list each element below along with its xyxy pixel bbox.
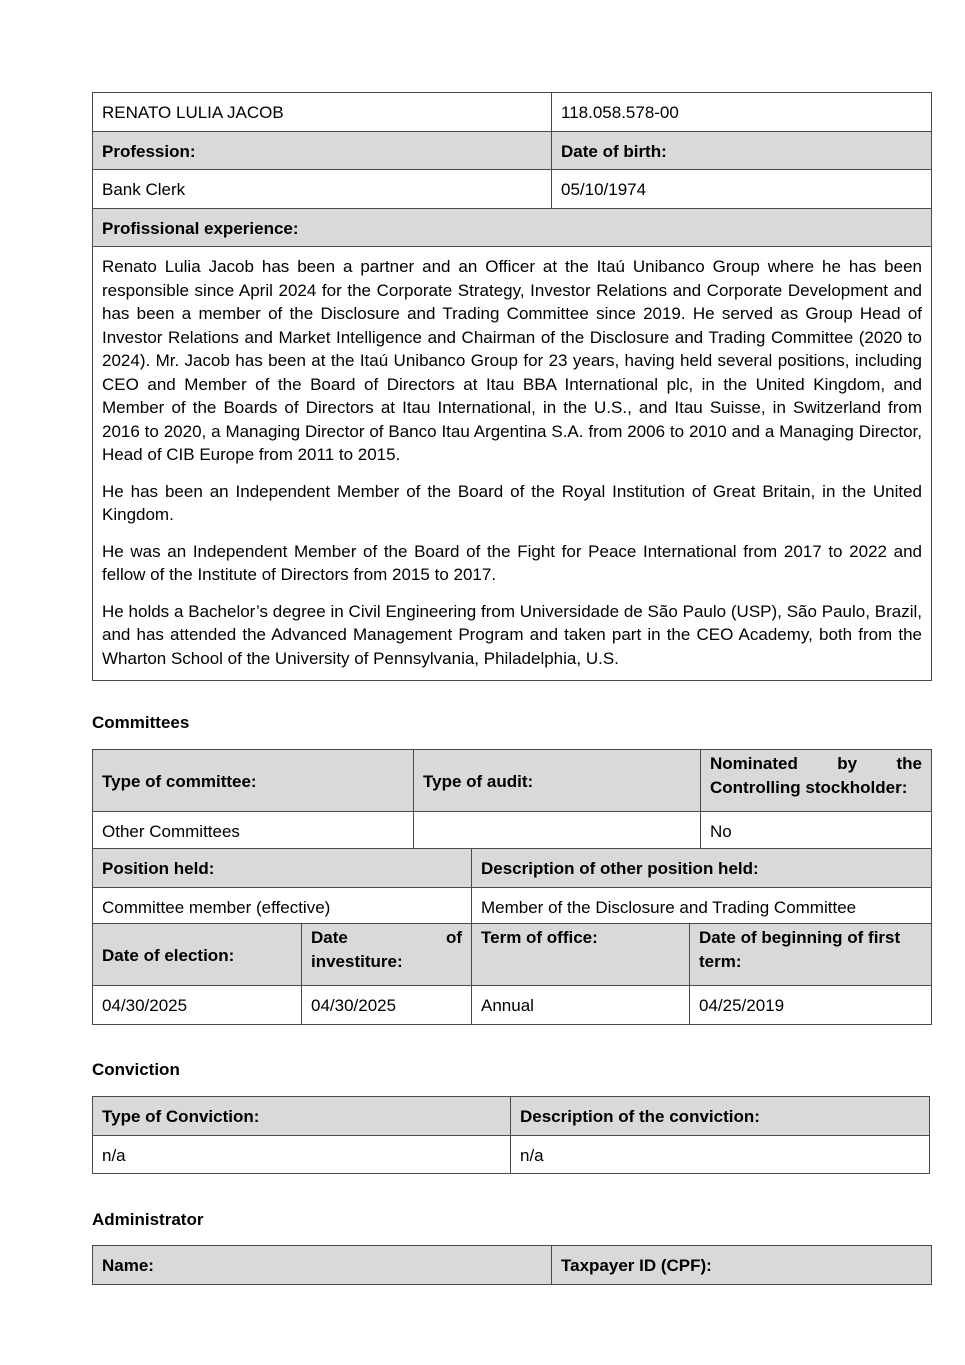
- conviction-type-value: n/a: [93, 1135, 511, 1174]
- investiture-label-word: Date: [311, 928, 348, 947]
- position-value: Committee member (effective): [93, 887, 472, 926]
- person-table: [92, 92, 932, 681]
- committees-table-position: [92, 848, 932, 926]
- profession-value: Bank Clerk: [93, 170, 552, 209]
- investiture-value: 04/30/2025: [302, 986, 472, 1025]
- conviction-table: [92, 1096, 930, 1174]
- committees-table-top: [92, 749, 932, 851]
- investiture-label-word: investiture:: [311, 951, 403, 971]
- experience-paragraph: He was an Independent Member of the Board of the Fight for Peace International from 2017 to 2022 and fellow of the Institute of Directors from 2015 to 2017.: [102, 541, 922, 584]
- dob-value: 05/10/1974: [552, 170, 932, 209]
- administrator-table: [92, 1245, 932, 1285]
- position-label: Position held:: [93, 849, 472, 888]
- profession-label: Profession:: [93, 131, 552, 170]
- committees-title: Committees: [92, 713, 190, 732]
- administrator-cpf-label: Taxpayer ID (CPF):: [552, 1246, 932, 1285]
- first-term-label: Date of beginning of first term:: [690, 924, 932, 986]
- experience-paragraph: Renato Lulia Jacob has been a partner and an Officer at the Itaú Unibanco Group where he has been responsible since April 2024 for the Corporate Strategy, Investor Relations and Corporate Development and has been a member of the Disclosure and Trading Committee since 2019. He served as Group Head of Investor Relations and Market Intelligence and Chairman of the Disclosure and Trading Committee (2020 to 2024). Mr. Jacob has been at the Itaú Unibanco Group for 23 years, having held several positions, including CEO and Member of the Board of Directors at Itau BBA International plc, in the United Kingdom, and Member of the Boards of Directors at Itau International, in the U.S., and Itau Suisse, in Switzerland from 2016 to 2020, a Managing Director of Banco Itau Argentina S.A. from 2006 to 2010 and a Managing Director, Head of CIB Europe from 2011 to 2015.: [102, 257, 922, 464]
- committee-type-label: Type of committee:: [93, 750, 414, 812]
- investiture-label-word: of: [445, 928, 462, 947]
- term-value: Annual: [472, 986, 690, 1025]
- conviction-type-label: Type of Conviction:: [93, 1097, 511, 1136]
- experience-label: Profissional experience:: [93, 208, 932, 247]
- other-position-value: Member of the Disclosure and Trading Committee: [472, 887, 932, 926]
- nominated-label: Nominated by the Controlling stockholder:: [701, 750, 932, 812]
- person-name: RENATO LULIA JACOB: [93, 93, 552, 132]
- first-term-value: 04/25/2019: [690, 986, 932, 1025]
- administrator-title: Administrator: [92, 1210, 204, 1229]
- conviction-description-label: Description of the conviction:: [511, 1097, 930, 1136]
- other-position-label: Description of other position held:: [472, 849, 932, 888]
- experience-paragraph: He holds a Bachelor’s degree in Civil Engineering from Universidade de São Paulo (USP), São Paulo, Brazil, and has attended the Advanced Management Program and taken part in the CEO Academy, both from the Wharton School of the University of Pennsylvania, Philadelphia, U.S.: [102, 601, 922, 668]
- committees-table-dates: [92, 923, 932, 1025]
- conviction-title: Conviction: [92, 1060, 180, 1079]
- election-value: 04/30/2025: [93, 986, 302, 1025]
- committee-type-value: Other Committees: [93, 812, 414, 851]
- election-label: Date of election:: [93, 924, 302, 986]
- conviction-description-value: n/a: [511, 1135, 930, 1174]
- audit-type-value: [414, 812, 701, 851]
- nominated-value: No: [701, 812, 932, 851]
- dob-label: Date of birth:: [552, 131, 932, 170]
- experience-paragraph: He has been an Independent Member of the Board of the Royal Institution of Great Britain, in the United Kingdom.: [102, 481, 922, 524]
- administrator-name-label: Name:: [93, 1246, 552, 1285]
- experience-text: [93, 247, 932, 681]
- term-label: Term of office:: [472, 924, 690, 986]
- audit-type-label: Type of audit:: [414, 750, 701, 812]
- person-cpf: 118.058.578-00: [552, 93, 932, 132]
- investiture-label: [302, 924, 472, 986]
